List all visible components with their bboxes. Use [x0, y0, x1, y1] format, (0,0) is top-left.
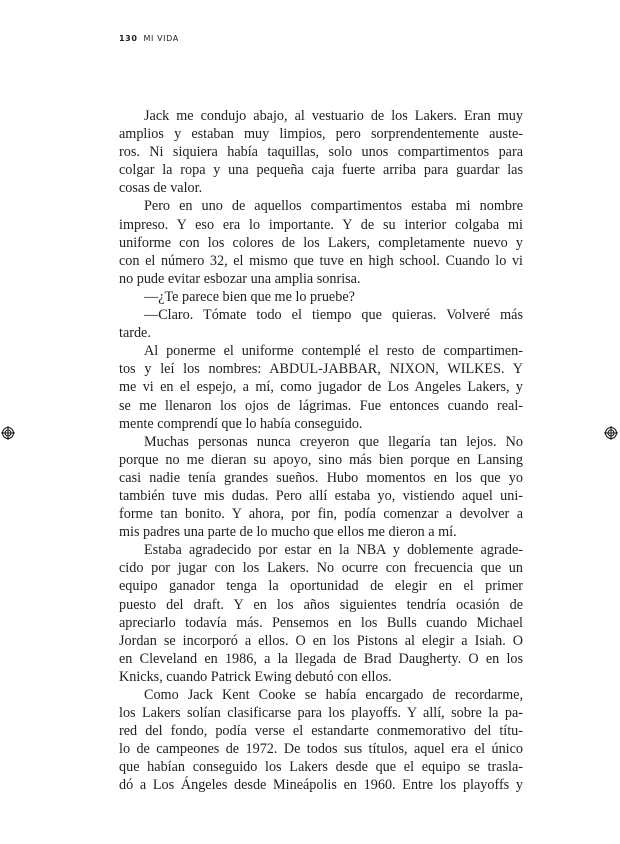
text-line: Jordan se incorporó a ellos. O en los Pistons al elegir a Isiah. O — [119, 632, 523, 649]
text-line: ros. Ni siquiera había taquillas, solo unos compartimentos para — [119, 144, 523, 161]
text-line: —¿Te parece bien que me lo pruebe? — [144, 288, 355, 305]
text-line: amplios y estaban muy limpios, pero sorprendentemente auste- — [119, 126, 523, 143]
text-line: tos y leí los nombres: ABDUL-JABBAR, NIXON, WILKES. Y — [119, 361, 523, 378]
text-line: uniforme con los colores de los Lakers, completamente nuevo y — [119, 234, 523, 251]
text-line: porque no me dieran su apoyo, sino más bien porque en Lansing — [119, 451, 523, 468]
text-line: se me llenaron los ojos de lágrimas. Fue entonces cuando real- — [119, 397, 523, 414]
text-line: con el número 32, el mismo que tuve en high school. Cuando lo vi — [119, 252, 523, 269]
text-line: mente comprendí que lo había conseguido. — [119, 415, 363, 432]
registration-mark-left-icon — [1, 426, 15, 440]
text-line: puesto del draft. Y en los años siguientes tendría ocasión de — [119, 596, 523, 613]
text-line: no pude evitar esbozar una amplia sonrisa. — [119, 270, 361, 287]
text-line: dó a Los Ángeles desde Mineápolis en 1960. Entre los playoffs y — [119, 777, 523, 794]
text-line: colgar la ropa y una pequeña caja fuerte arriba para guardar las — [119, 162, 523, 179]
text-line: Al ponerme el uniforme contemplé el resto de compartimen- — [144, 343, 523, 360]
running-title: MI VIDA — [143, 34, 179, 43]
text-line: equipo ganador tenga la oportunidad de elegir en el primer — [119, 578, 523, 595]
text-line: lo de campeones de 1972. De todos sus títulos, aquel era el único — [119, 741, 523, 758]
text-line: impreso. Y eso era lo importante. Y de su interior colgaba mi — [119, 216, 523, 233]
text-line: Como Jack Kent Cooke se había encargado de recordarme, — [144, 687, 523, 703]
text-line: cido por jugar con los Lakers. No ocurre con frecuencia que un — [119, 560, 523, 577]
text-line: Knicks, cuando Patrick Ewing debutó con ellos. — [119, 668, 392, 685]
text-line: los Lakers solían clasificarse para los playoffs. Y allí, sobre la pa- — [119, 705, 523, 722]
registration-mark-right-icon — [604, 426, 618, 440]
page-number: 130 — [119, 34, 138, 43]
text-line: mis padres una parte de lo mucho que ellos me dieron a mí. — [119, 524, 457, 541]
text-line: que habían conseguido los Lakers desde que el equipo se trasla- — [119, 759, 523, 776]
text-line: me vi en el espejo, a mí, como jugador de Los Angeles Lakers, y — [119, 379, 523, 396]
text-line: también tuve mis dudas. Pero allí estaba yo, vistiendo aquel uni- — [119, 487, 523, 504]
text-line: Estaba agradecido por estar en la NBA y doblemente agrade- — [144, 542, 523, 559]
text-line: tarde. — [119, 325, 151, 342]
body-text — [119, 107, 523, 795]
text-line: Muchas personas nunca creyeron que llegaría tan lejos. No — [144, 433, 523, 450]
text-line: cosas de valor. — [119, 180, 203, 197]
text-line: red del fondo, podía verse el estandarte conmemorativo del títu- — [119, 723, 523, 740]
text-line: apreciarlo todavía más. Pensemos en los Bulls cuando Michael — [119, 614, 523, 631]
text-line: Jack me condujo abajo, al vestuario de los Lakers. Eran muy — [144, 108, 523, 124]
text-line: Pero en uno de aquellos compartimentos estaba mi nombre — [144, 198, 523, 215]
text-line: casi nadie tenía grandes sueños. Hubo momentos en los que yo — [119, 469, 523, 486]
text-line: —Claro. Tómate todo el tiempo que quieras. Volveré más — [144, 307, 523, 324]
text-line: forme tan bonito. Y ahora, por fin, podía comenzar a devolver a — [119, 506, 523, 523]
text-line: en Cleveland en 1986, a la llegada de Brad Daugherty. O en los — [119, 650, 523, 667]
running-header — [119, 34, 179, 43]
